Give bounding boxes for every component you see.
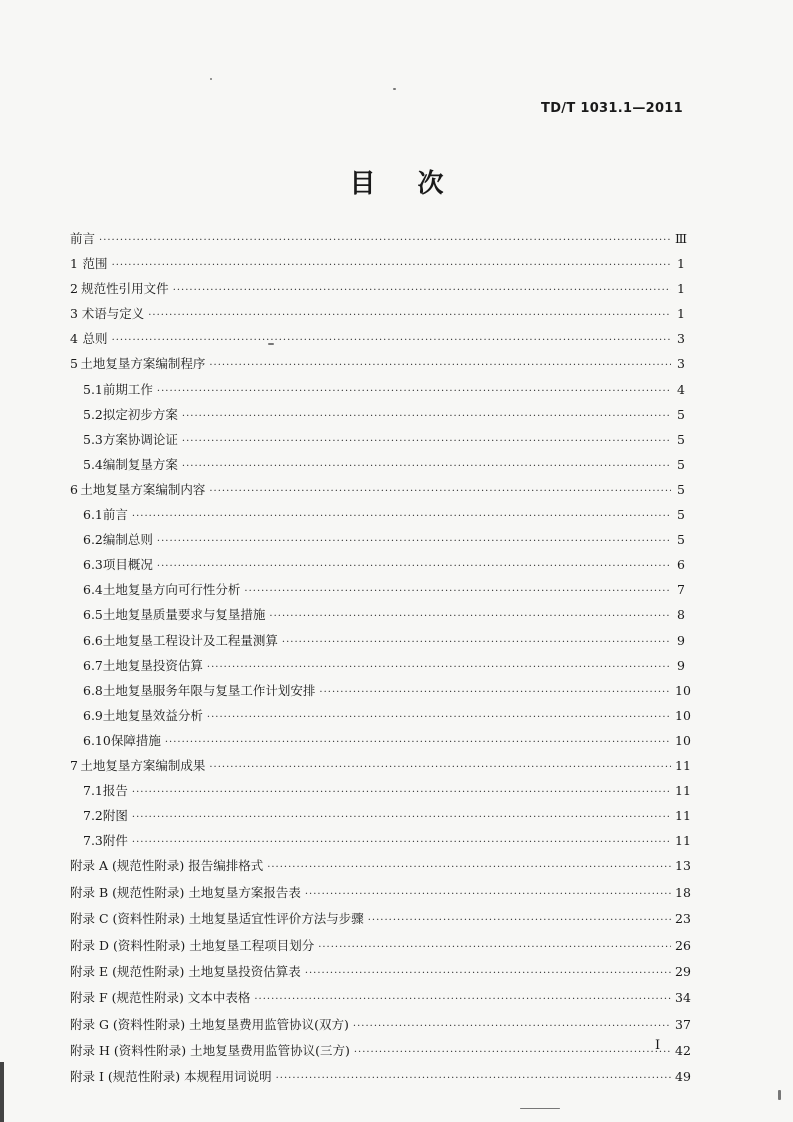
toc-leader-dots (269, 608, 671, 625)
toc-entry-page: Ⅲ (675, 231, 688, 246)
toc-leader-dots (244, 583, 671, 600)
toc-entry-number: 6 (70, 481, 78, 497)
toc-entry-page: 29 (675, 963, 691, 979)
toc-entry-page: 5 (677, 481, 685, 497)
toc-entry-page: 11 (675, 833, 691, 849)
toc-leader-dots (209, 483, 671, 500)
toc-entry (70, 1016, 691, 1035)
toc-entry (70, 657, 685, 676)
toc-entry (70, 456, 685, 475)
toc-entry-label: 土地复垦方案编制内容 (80, 481, 206, 497)
toc-entry (70, 305, 685, 324)
toc-entry-number: 5 (70, 356, 78, 372)
toc-entry-page: 11 (675, 783, 691, 799)
toc-entry (70, 832, 691, 851)
toc-leader-dots (209, 357, 671, 374)
title-char-2: 次 (417, 169, 444, 199)
toc-entry-number: 6.5 (83, 607, 103, 623)
page-title (0, 163, 793, 200)
toc-entry-label: 附录 E (规范性附录) 土地复垦投资估算表 (70, 963, 301, 979)
toc-leader-dots (207, 709, 671, 726)
toc-entry-page: 26 (675, 937, 691, 953)
toc-entry-page: 5 (677, 532, 685, 548)
toc-entry-label: 附录 D (资料性附录) 土地复垦工程项目划分 (70, 937, 315, 953)
toc-entry-page: 42 (675, 1043, 691, 1059)
toc-entry (70, 330, 685, 349)
toc-entry-number: 6.8 (83, 682, 103, 698)
toc-entry (70, 1042, 691, 1061)
toc-leader-dots (282, 634, 671, 651)
toc-entry-page: 9 (677, 632, 685, 648)
table-of-contents (70, 230, 691, 1095)
toc-entry-number: 6.4 (83, 582, 103, 598)
toc-leader-dots (148, 307, 671, 324)
toc-entry (70, 606, 685, 625)
toc-entry-page: 13 (675, 858, 691, 874)
toc-entry-label: 土地复垦方案编制程序 (80, 356, 206, 372)
toc-entry-page: 10 (675, 682, 691, 698)
toc-entry-label: 保障措施 (110, 732, 161, 748)
toc-entry-label: 规范性引用文件 (81, 281, 169, 297)
toc-entry-label: 附录 A (规范性附录) 报告编排格式 (70, 858, 264, 874)
toc-entry-number: 5.4 (83, 456, 103, 472)
toc-entry-label: 土地复垦方向可行性分析 (102, 582, 241, 598)
toc-entry (70, 857, 691, 876)
standard-code: TD/T 1031.1—2011 (541, 101, 683, 116)
toc-leader-dots (132, 809, 671, 826)
toc-entry-number: 6.1 (83, 507, 103, 523)
toc-leader-dots (276, 1070, 671, 1087)
toc-entry-number: 7.1 (83, 783, 103, 799)
toc-entry (70, 632, 685, 651)
scan-speck (268, 343, 274, 345)
toc-entry-number: 6.10 (83, 732, 111, 748)
toc-entry-label: 土地复垦方案编制成果 (80, 757, 206, 773)
toc-entry-label: 土地复垦工程设计及工程量测算 (102, 632, 278, 648)
toc-entry-page: 4 (677, 381, 685, 397)
toc-entry-number: 6.7 (83, 657, 103, 673)
toc-entry-label: 拟定初步方案 (102, 406, 178, 422)
toc-entry-number: 7.2 (83, 808, 103, 824)
toc-entry (70, 506, 685, 525)
toc-entry-number: 3 (70, 306, 78, 322)
toc-entry-label: 附录 G (资料性附录) 土地复垦费用监管协议(双方) (70, 1016, 349, 1032)
toc-entry-label: 土地复垦服务年限与复垦工作计划安排 (102, 682, 316, 698)
toc-entry-label: 附录 H (资料性附录) 土地复垦费用监管协议(三方) (70, 1043, 350, 1059)
toc-entry (70, 406, 685, 425)
toc-leader-dots (305, 886, 671, 903)
toc-entry-page: 23 (675, 911, 691, 927)
toc-entry-label: 前言 (70, 231, 96, 246)
scan-speck (520, 1108, 560, 1109)
toc-entry-number: 6.9 (83, 707, 103, 723)
toc-leader-dots (182, 433, 671, 450)
toc-entry-label: 附录 B (规范性附录) 土地复垦方案报告表 (70, 884, 301, 900)
toc-leader-dots (353, 1018, 671, 1035)
toc-leader-dots (209, 759, 671, 776)
toc-entry-page: 9 (677, 657, 685, 673)
toc-leader-dots (157, 533, 671, 550)
toc-entry (70, 556, 685, 575)
toc-entry-number: 6.6 (83, 632, 103, 648)
toc-entry-page: 6 (677, 557, 685, 573)
toc-entry-page: 5 (677, 507, 685, 523)
toc-entry (70, 381, 685, 400)
toc-entry-label: 土地复垦效益分析 (102, 707, 203, 723)
toc-entry-number: 6.3 (83, 557, 103, 573)
toc-entry-label: 项目概况 (102, 557, 153, 573)
toc-entry-label: 报告 (102, 783, 128, 799)
toc-entry-number: 5.1 (83, 381, 103, 397)
toc-entry (70, 937, 691, 956)
toc-entry-page: 5 (677, 406, 685, 422)
toc-entry-number: 7 (70, 757, 78, 773)
toc-entry-number: 1 (70, 256, 78, 272)
scan-speck (778, 1090, 781, 1100)
toc-entry (70, 782, 691, 801)
toc-leader-dots (267, 859, 671, 876)
toc-entry-label: 土地复垦质量要求与复垦措施 (102, 607, 266, 623)
toc-entry-page: 34 (675, 990, 691, 1006)
toc-entry-label: 附图 (102, 808, 128, 824)
toc-leader-dots (165, 734, 671, 751)
toc-entry (70, 807, 691, 826)
toc-leader-dots (99, 232, 671, 249)
toc-entry-page: 3 (677, 331, 685, 347)
toc-entry-label: 术语与定义 (81, 306, 145, 322)
toc-entry-number: 7.3 (83, 833, 103, 849)
toc-leader-dots (182, 408, 671, 425)
toc-entry (70, 707, 691, 726)
toc-entry-label: 附录 C (资料性附录) 土地复垦适宜性评价方法与步骤 (70, 911, 364, 927)
toc-entry-page: 37 (675, 1016, 691, 1032)
toc-leader-dots (368, 912, 671, 929)
toc-entry-page: 1 (677, 281, 685, 297)
toc-entry (70, 255, 685, 274)
toc-leader-dots (182, 458, 671, 475)
toc-entry-page: 49 (675, 1069, 691, 1085)
toc-entry-page: 10 (675, 732, 691, 748)
toc-entry-page: 11 (675, 757, 691, 773)
toc-entry-page: 7 (677, 582, 685, 598)
toc-entry-page: 11 (675, 808, 691, 824)
toc-entry (70, 280, 685, 299)
toc-leader-dots (318, 939, 671, 956)
toc-entry (70, 230, 688, 249)
toc-entry-page: 8 (677, 607, 685, 623)
toc-entry (70, 531, 685, 550)
toc-entry-page: 1 (677, 256, 685, 272)
toc-entry (70, 910, 691, 929)
toc-entry-page: 18 (675, 884, 691, 900)
scan-edge-shadow (0, 1062, 4, 1122)
toc-leader-dots (254, 991, 671, 1008)
toc-leader-dots (132, 784, 671, 801)
toc-entry-page: 5 (677, 431, 685, 447)
toc-entry-label: 编制复垦方案 (102, 456, 178, 472)
toc-entry (70, 1068, 691, 1087)
toc-entry-number: 5.3 (83, 431, 103, 447)
toc-leader-dots (112, 332, 671, 349)
toc-leader-dots (207, 659, 671, 676)
toc-entry-label: 前期工作 (102, 381, 153, 397)
scan-speck (210, 78, 212, 80)
toc-entry-number: 4 (70, 331, 78, 347)
toc-leader-dots (354, 1044, 671, 1061)
toc-entry-label: 范围 (82, 256, 108, 272)
toc-entry (70, 963, 691, 982)
toc-entry-label: 编制总则 (102, 532, 153, 548)
toc-entry-label: 土地复垦投资估算 (102, 657, 203, 673)
toc-entry-number: 6.2 (83, 532, 103, 548)
toc-leader-dots (157, 558, 671, 575)
toc-entry-label: 附件 (102, 833, 128, 849)
toc-entry (70, 481, 685, 500)
toc-leader-dots (157, 383, 671, 400)
toc-entry-label: 附录 F (规范性附录) 文本中表格 (70, 990, 251, 1006)
toc-entry (70, 431, 685, 450)
toc-entry-label: 方案协调论证 (102, 431, 178, 447)
toc-leader-dots (319, 684, 671, 701)
scan-speck (393, 88, 396, 90)
toc-entry-page: 3 (677, 356, 685, 372)
toc-leader-dots (305, 965, 671, 982)
toc-entry (70, 581, 685, 600)
toc-leader-dots (112, 257, 671, 274)
toc-entry-label: 前言 (102, 507, 128, 523)
toc-leader-dots (132, 834, 671, 851)
toc-leader-dots (173, 282, 671, 299)
toc-entry-page: 5 (677, 456, 685, 472)
toc-leader-dots (132, 508, 671, 525)
title-char-1: 目 (349, 169, 376, 199)
toc-entry (70, 989, 691, 1008)
page-number: I (655, 1038, 661, 1053)
toc-entry-page: 1 (677, 306, 685, 322)
toc-entry-label: 附录 I (规范性附录) 本规程用词说明 (70, 1069, 272, 1085)
toc-entry-page: 10 (675, 707, 691, 723)
toc-entry (70, 355, 685, 374)
toc-entry (70, 757, 691, 776)
toc-entry-label: 总则 (82, 331, 108, 347)
toc-entry-number: 2 (70, 281, 78, 297)
toc-entry (70, 732, 691, 751)
toc-entry (70, 682, 691, 701)
toc-entry (70, 884, 691, 903)
toc-entry-number: 5.2 (83, 406, 103, 422)
